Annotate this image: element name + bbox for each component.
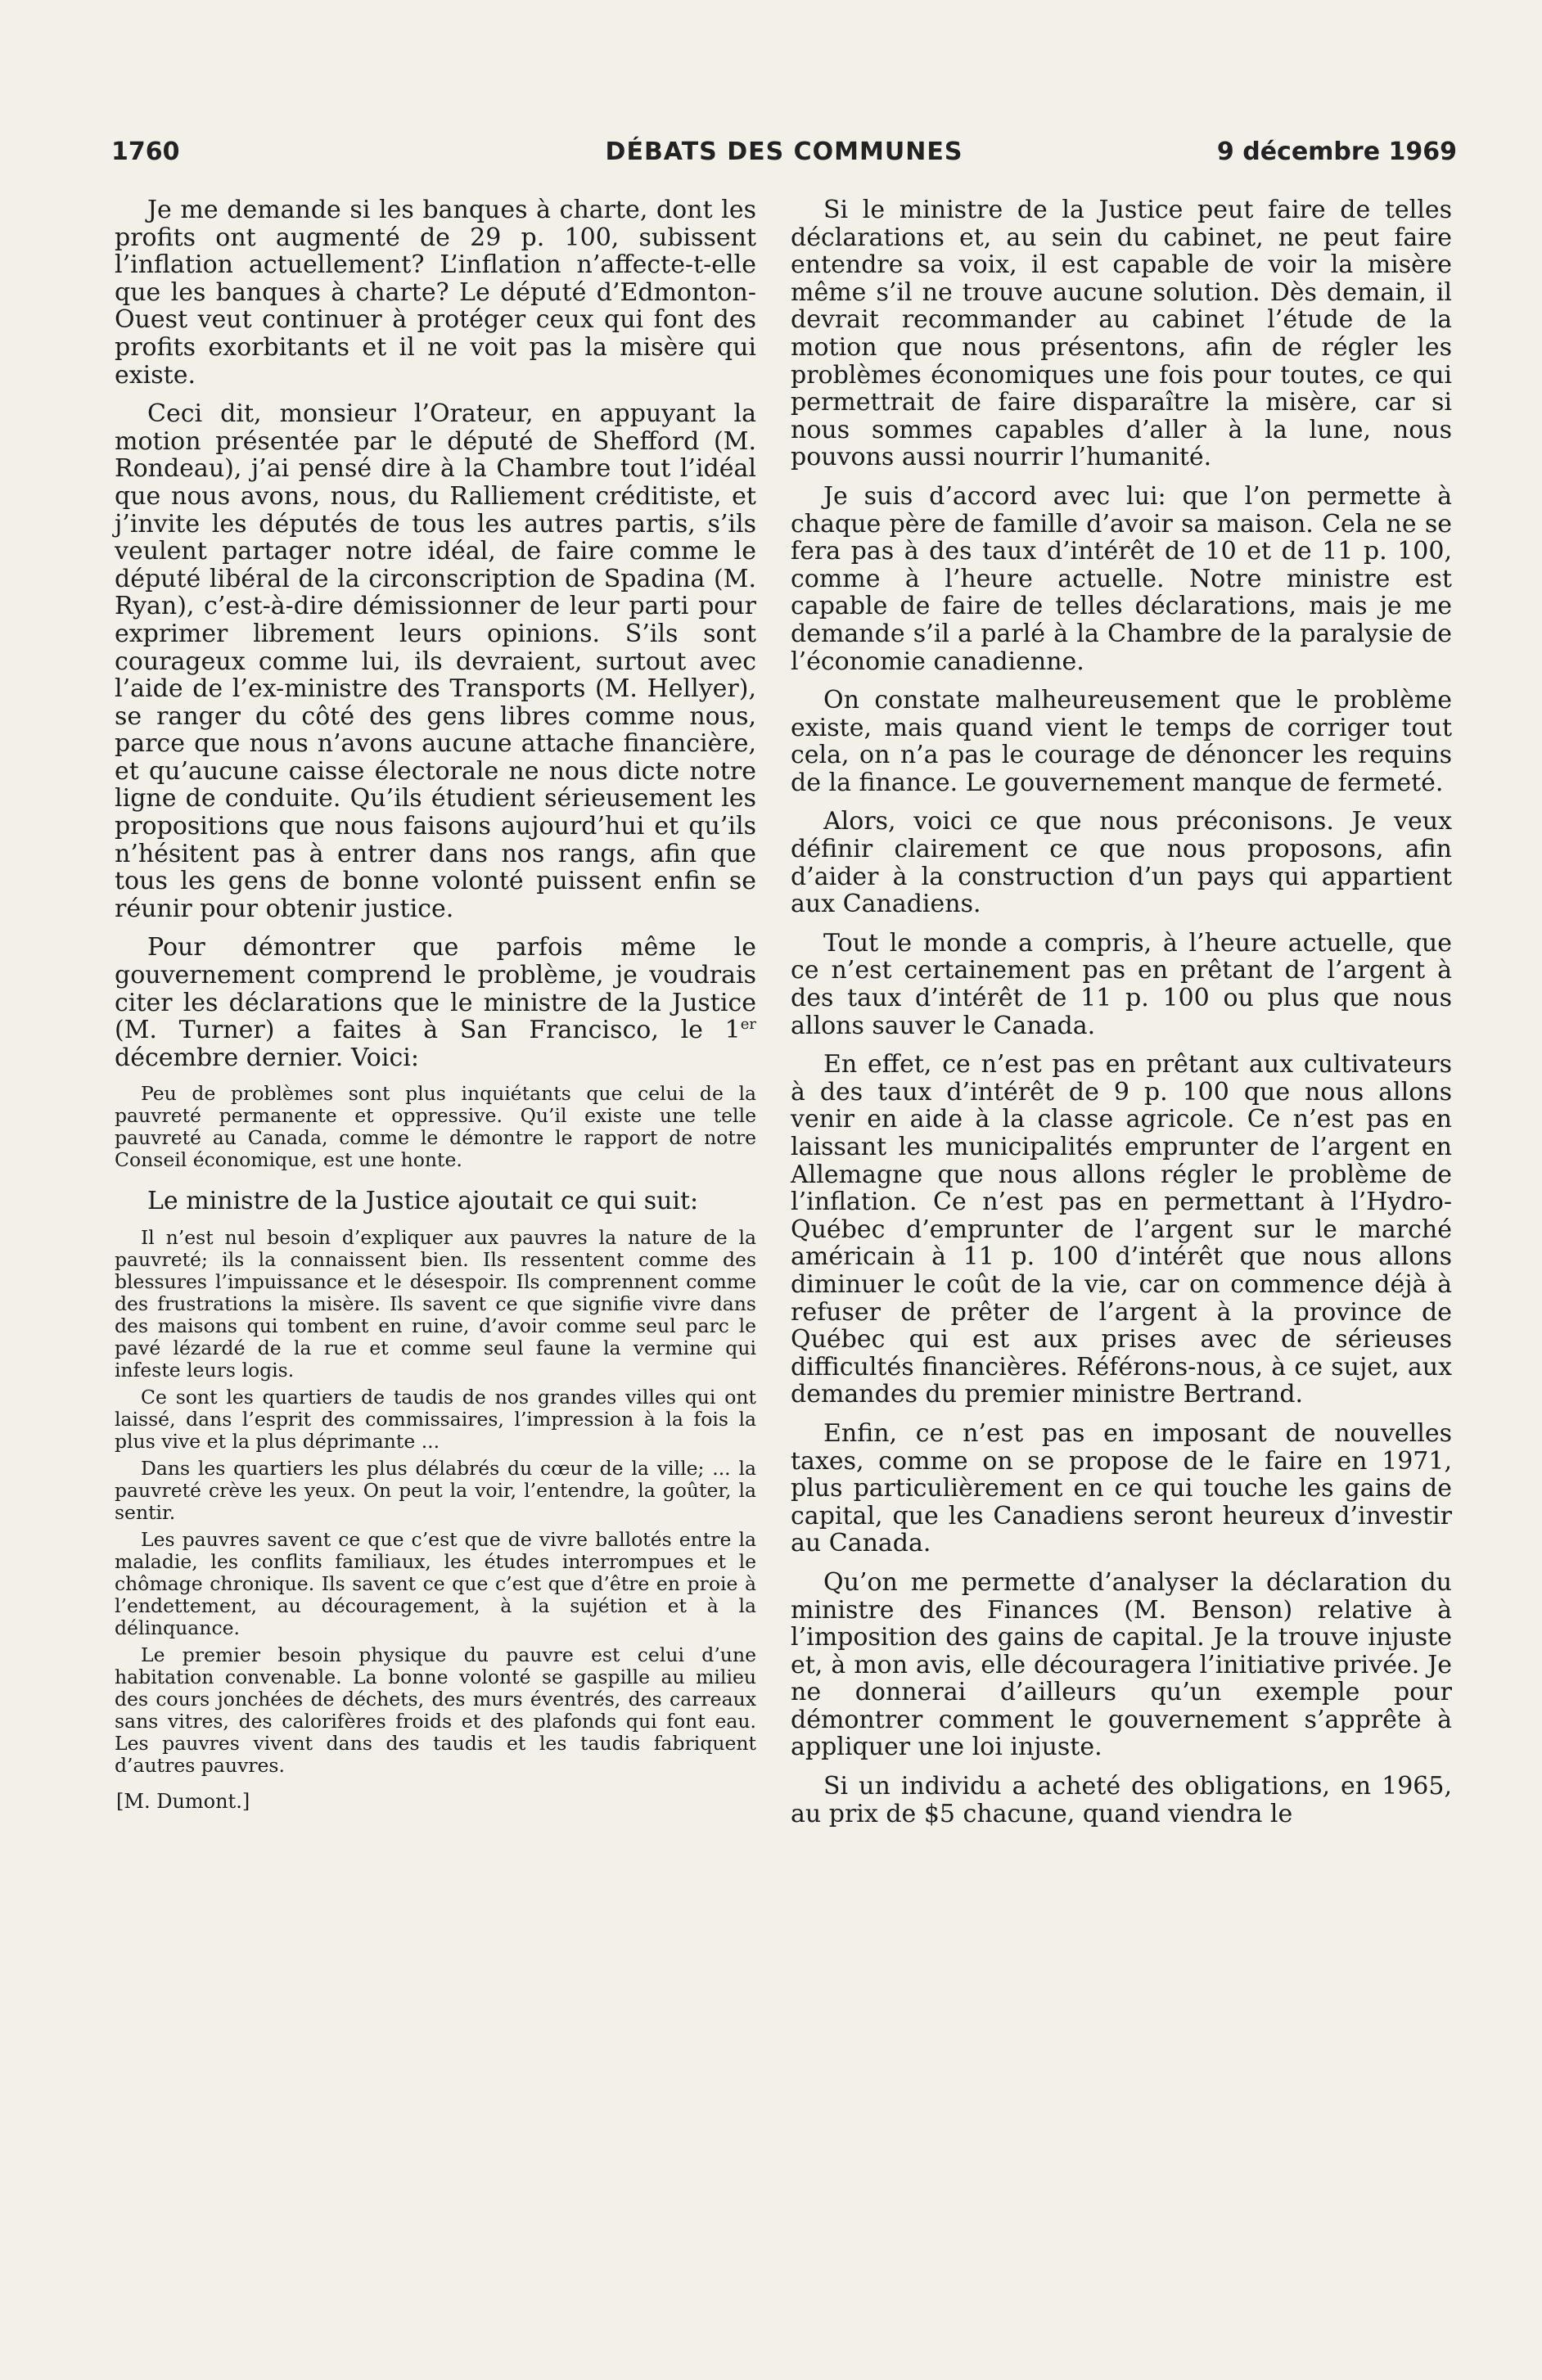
- quote-paragraph: Il n’est nul besoin d’expliquer aux pauvres la nature de la pauvreté; ils la connaissent bien. Ils ressentent comme des blessures l’impuissance et le désespoir. Ils comprennent comme des frustrations la misère. Ils savent ce que signifie vivre dans des maisons qui tombent en ruine, d’avoir comme seul parc le pavé lézardé de la rue et comme seul faune la vermine qui infeste leurs logis.: [115, 1226, 756, 1382]
- left-column: [115, 196, 756, 1816]
- paragraph: Ceci dit, monsieur l’Orateur, en appuyant la motion présentée par le député de Shefford (M. Rondeau), j’ai pensé dire à la Chambre tout l’idéal que nous avons, nous, du Ralliement créditiste, et j’invite les députés de tous les autres partis, s’ils veulent partager notre idéal, de faire comme le député libéral de la circonscription de Spadina (M. Ryan), c’est-à-dire démissionner de leur parti pour exprimer librement leurs opinions. S’ils sont courageux comme lui, ils devraient, surtout avec l’aide de l’ex-ministre des Transports (M. Hellyer), se ranger du côté des gens libres comme nous, parce que nous n’avons aucune attache financière, et qu’aucune caisse électorale ne nous dicte notre ligne de conduite. Qu’ils étudient sérieusement les propositions que nous faisons aujourd’hui et qu’ils n’hésitent pas à entrer dans nos rangs, afin que tous les gens de bonne volonté puissent enfin se réunir pour obtenir justice.: [115, 399, 756, 923]
- running-title: DÉBATS DES COMMUNES: [605, 137, 963, 166]
- paragraph: Alors, voici ce que nous préconisons. Je veux définir clairement ce que nous proposons, afin d’aider à la construction d’un pays qui appartient aux Canadiens.: [791, 807, 1452, 919]
- paragraph: Qu’on me permette d’analyser la déclaration du ministre des Finances (M. Benson) relative à l’imposition des gains de capital. Je la trouve injuste et, à mon avis, elle découragera l’initiative privée. Je ne donnerai d’ailleurs qu’un exemple pour démontrer comment le gouvernement s’apprête à appliquer une loi injuste.: [791, 1567, 1452, 1762]
- speaker-attribution: [M. Dumont.]: [116, 1790, 250, 1813]
- quote-paragraph: Les pauvres savent ce que c’est que de vivre ballotés entre la maladie, les conflits familiaux, les études interrompues et le chômage chronique. Ils savent ce que c’est que d’être en proie à l’endettement, au découragement, à la sujétion et à la délinquance.: [115, 1528, 756, 1639]
- paragraph: [115, 934, 756, 1071]
- paragraph-text: décembre dernier. Voici:: [115, 1043, 419, 1072]
- page-header: [111, 137, 1457, 174]
- block-quote: [115, 1227, 756, 1777]
- paragraph: Je suis d’accord avec lui: que l’on permette à chaque père de famille d’avoir sa maison. Cela ne se fera pas à des taux d’intérêt de 10 et de 11 p. 100, comme à l’heure actuelle. Notre ministre est capable de faire de telles déclarations, mais je me demande s’il a parlé à la Chambre de la paralysie de l’économie canadienne.: [791, 481, 1452, 676]
- paragraph-text: Pour démontrer que parfois même le gouvernement comprend le problème, je voudrais citer les déclarations que le ministre de la Justice (M. Turner) a faites à San Francisco, le 1: [115, 933, 756, 1045]
- paragraph: Si le ministre de la Justice peut faire de telles déclarations et, au sein du cabinet, ne peut faire entendre sa voix, il est capable de voir la misère même s’il ne trouve aucune solution. Dès demain, il devrait recommander au cabinet l’étude de la motion que nous présentons, afin de régler les problèmes économiques une fois pour toutes, ce qui permettrait de faire disparaître la misère, car si nous sommes capables d’aller à la lune, nous pouvons aussi nourrir l’humanité.: [791, 196, 1452, 472]
- quote-paragraph: Peu de problèmes sont plus inquiétants que celui de la pauvreté permanente et oppressive. Qu’il existe une telle pauvreté au Canada, comme le démontre le rapport de notre Conseil économique, est une honte.: [115, 1082, 756, 1172]
- paragraph: En effet, ce n’est pas en prêtant aux cultivateurs à des taux d’intérêt de 9 p. 100 que nous allons venir en aide à la classe agricole. Ce n’est pas en laissant les municipalités emprunter de l’argent en Allemagne que nous allons régler le problème de l’inflation. Ce n’est pas en permettant à l’Hydro-Québec d’emprunter de l’argent sur le marché américain à 11 p. 100 d’intérêt que nous allons diminuer le coût de la vie, car on commence déjà à refuser de prêter de l’argent à la province de Québec qui est aux prises avec de sérieuses difficultés financières. Référons-nous, à ce sujet, aux demandes du premier ministre Bertrand.: [791, 1050, 1452, 1409]
- quote-paragraph: Le premier besoin physique du pauvre est celui d’une habitation convenable. La bonne volonté se gaspille au milieu des cours jonchées de déchets, des murs éventrés, des carreaux sans vitres, des calorifères froids et des plafonds qui font eau. Les pauvres vivent dans des taudis et les taudis fabriquent d’autres pauvres.: [115, 1643, 756, 1777]
- paragraph: Enfin, ce n’est pas en imposant de nouvelles taxes, comme on se propose de le faire en 1971, plus particulièrement en ce qui touche les gains de capital, que les Canadiens seront heureux d’investir au Canada.: [791, 1418, 1452, 1558]
- paragraph: Je me demande si les banques à charte, dont les profits ont augmenté de 29 p. 100, subissent l’inflation actuellement? L’inflation n’affecte-t-elle que les banques à charte? Le député d’Edmonton-Ouest veut continuer à protéger ceux qui font des profits exorbitants et il ne voit pas la misère qui existe.: [115, 196, 756, 390]
- page-date: 9 décembre 1969: [1216, 137, 1457, 166]
- paragraph: On constate malheureusement que le problème existe, mais quand vient le temps de corriger tout cela, on n’a pas le courage de dénoncer les requins de la finance. Le gouvernement manque de fermeté.: [791, 686, 1452, 797]
- quote-paragraph: Ce sont les quartiers de taudis de nos grandes villes qui ont laissé, dans l’esprit des commissaires, l’impression à la fois la plus vive et la plus déprimante ...: [115, 1386, 756, 1453]
- paragraph: Tout le monde a compris, à l’heure actuelle, que ce n’est certainement pas en prêtant de l’argent à des taux d’intérêt de 11 p. 100 ou plus que nous allons sauver le Canada.: [791, 928, 1452, 1040]
- block-quote: [115, 1083, 756, 1171]
- page-number: 1760: [111, 137, 180, 166]
- paragraph: Si un individu a acheté des obligations, en 1965, au prix de $5 chacune, quand viendra le: [791, 1772, 1452, 1828]
- quote-paragraph: Dans les quartiers les plus délabrés du cœur de la ville; ... la pauvreté crève les yeux. On peut la voir, l’entendre, la goûter, la sentir.: [115, 1457, 756, 1524]
- paragraph: Le ministre de la Justice ajoutait ce qui suit:: [147, 1187, 699, 1216]
- superscript: er: [740, 1016, 756, 1034]
- right-column: [791, 196, 1452, 1839]
